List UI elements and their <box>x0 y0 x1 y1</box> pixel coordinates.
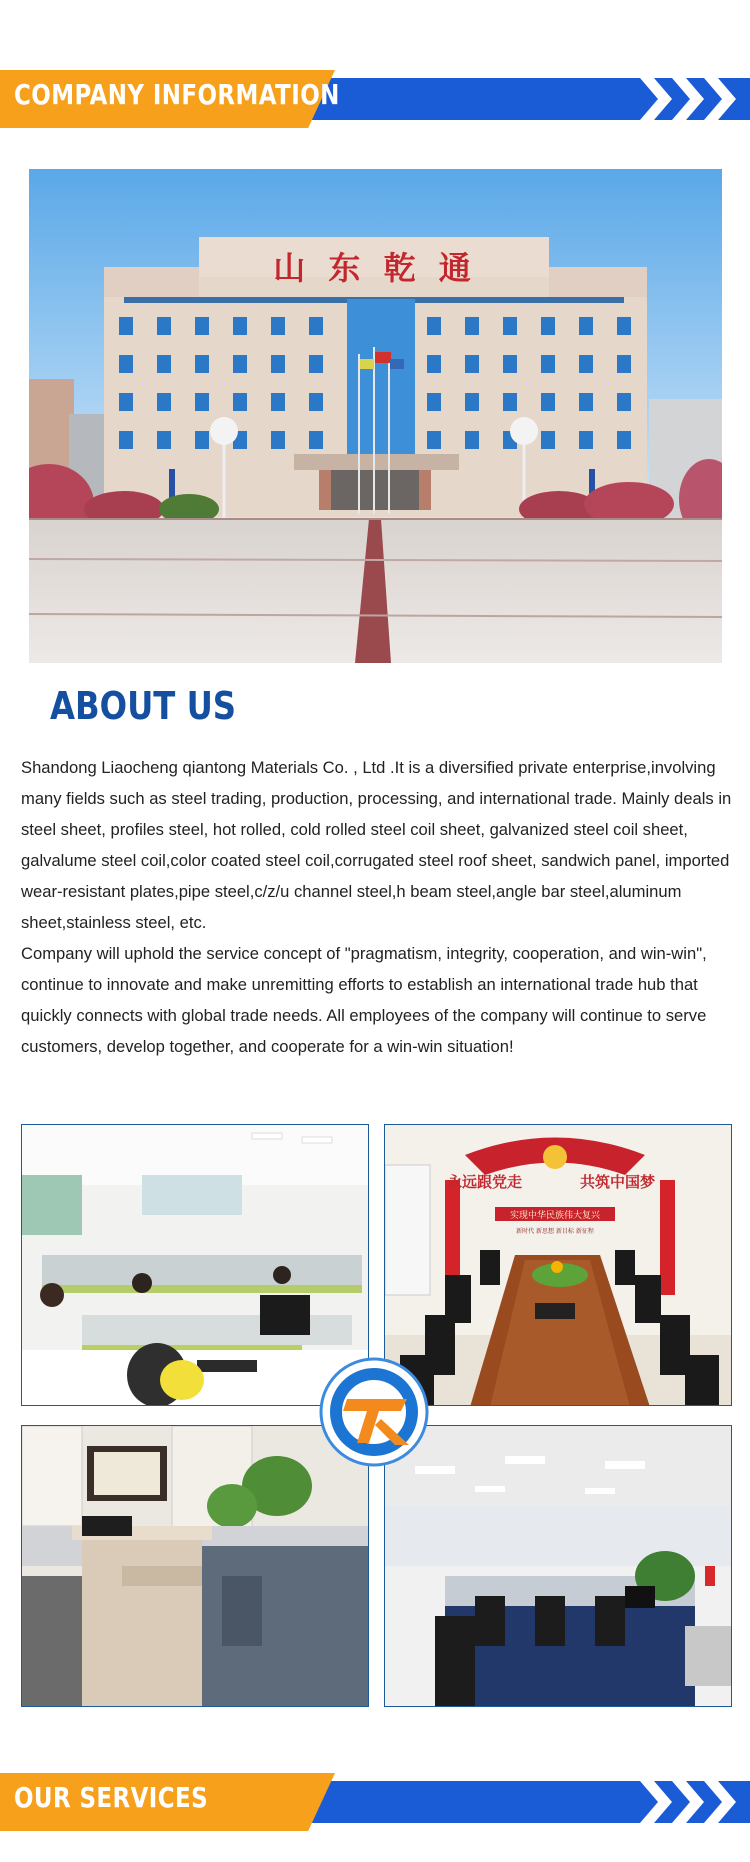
office-photo-workstations <box>384 1425 732 1707</box>
office-photo-open-workspace <box>21 1124 369 1406</box>
about-paragraph-2: Company will uphold the service concept of "pragmatism, integrity, cooperation, and win-win", continue to innovate and make unremitting efforts to establish an international trade hub that quickly connects with global trade needs. All employees of the company will continue to serve customers, develop together, and cooperate for a win-win situation! <box>21 944 707 1056</box>
chevron-right-icon <box>640 78 740 120</box>
company-information-banner <box>0 70 750 128</box>
company-logo-icon <box>319 1357 429 1467</box>
office-photo-manager-desk <box>21 1425 369 1707</box>
our-services-banner <box>0 1773 750 1831</box>
chevron-right-icon <box>640 1781 740 1823</box>
meeting-banner-text: 实现中华民族伟大复兴 <box>509 1211 601 1221</box>
building-sign-text: 山 东 乾 通 <box>273 249 477 287</box>
company-building-photo <box>29 169 722 663</box>
office-photo-meeting-room <box>384 1124 732 1406</box>
about-paragraph-1: Shandong Liaocheng qiantong Materials Co. , Ltd .It is a diversified private enterprise,involving many fields such as steel trading, production, processing, and international trade. Mainly deals in steel sheet, profiles steel, hot rolled, cold rolled steel coil sheet, galvanized steel coil sheet, galvalume steel coil,color coated steel coil,corrugated steel roof sheet, sandwich panel, imported wear-resistant plates,pipe steel,c/z/u channel steel,h beam steel,angle bar steel,aluminum sheet,stainless steel, etc. <box>21 758 732 932</box>
meeting-sub-text: 新时代 新思想 新目标 新征程 <box>516 1228 594 1235</box>
banner-title: COMPANY INFORMATION <box>14 78 340 111</box>
slogan-left-text: 永远跟党走 <box>447 1173 523 1191</box>
slogan-right-text: 共筑中国梦 <box>580 1173 656 1191</box>
about-us-text <box>21 752 736 1062</box>
banner-title: OUR SERVICES <box>14 1781 209 1814</box>
about-us-title: ABOUT US <box>50 684 237 728</box>
